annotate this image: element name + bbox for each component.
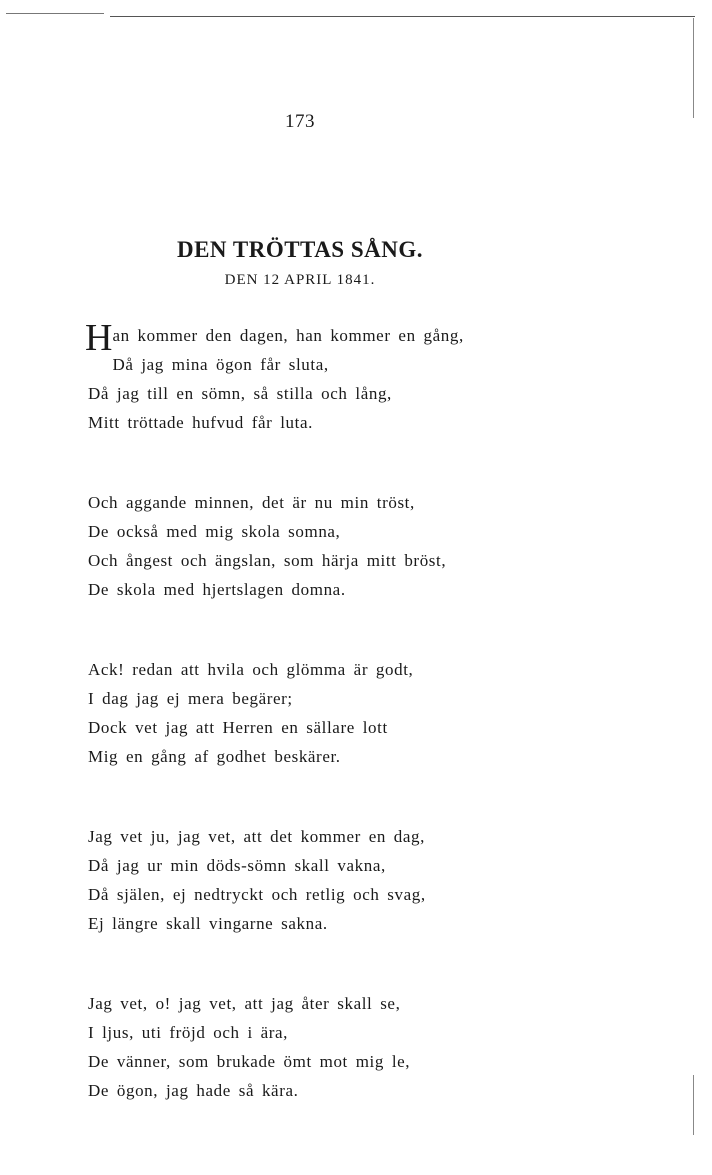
poem-line: Mitt tröttade hufvud får luta. xyxy=(88,413,313,432)
poem-line: De ögon, jag hade så kära. xyxy=(88,1081,299,1100)
stanza-4 xyxy=(88,822,558,938)
poem-title: DEN TRÖTTAS SÅNG. xyxy=(176,237,423,262)
right-edge-mark-lower xyxy=(693,1075,694,1135)
poem-line: Och aggande minnen, det är nu min tröst, xyxy=(88,493,415,512)
poem-line: Då själen, ej nedtryckt och retlig och svag, xyxy=(88,885,426,904)
poem-line: De också med mig skola somna, xyxy=(88,522,341,541)
page-number: 173 xyxy=(285,111,315,132)
poem-line: Då jag ur min döds-sömn skall vakna, xyxy=(88,856,386,875)
poem-line: Då jag mina ögon får sluta, xyxy=(112,355,329,374)
poem-body xyxy=(85,317,558,1156)
top-left-rule xyxy=(6,13,104,14)
poem-line: I ljus, uti fröjd och i ära, xyxy=(88,1023,289,1042)
stanza-5 xyxy=(88,989,558,1105)
poem-line: Mig en gång af godhet beskärer. xyxy=(88,747,341,766)
poem-date: DEN 12 APRIL 1841. xyxy=(224,272,376,288)
drop-cap: H xyxy=(85,317,113,359)
top-rule xyxy=(110,16,695,17)
poem-line: Jag vet, o! jag vet, att jag åter skall se, xyxy=(88,994,401,1013)
stanza-3 xyxy=(88,655,558,771)
poem-line: I dag jag ej mera begärer; xyxy=(88,689,293,708)
poem-line: De skola med hjertslagen domna. xyxy=(88,580,346,599)
poem-line: De vänner, som brukade ömt mot mig le, xyxy=(88,1052,411,1071)
poem-line: Dock vet jag att Herren en sällare lott xyxy=(88,718,388,737)
stanza-1 xyxy=(85,317,558,437)
poem-line: Ack! redan att hvila och glömma är godt, xyxy=(88,660,414,679)
poem-line: Jag vet ju, jag vet, att det kommer en dag, xyxy=(88,827,425,846)
poem-line: Ej längre skall vingarne sakna. xyxy=(88,914,328,933)
poem-line: Då jag till en sömn, så stilla och lång, xyxy=(88,384,392,403)
poem-line: an kommer den dagen, han kommer en gång, xyxy=(112,326,464,345)
stanza-2 xyxy=(88,488,558,604)
poem-line: Och ångest och ängslan, som härja mitt bröst, xyxy=(88,551,447,570)
right-edge-mark xyxy=(693,18,694,118)
